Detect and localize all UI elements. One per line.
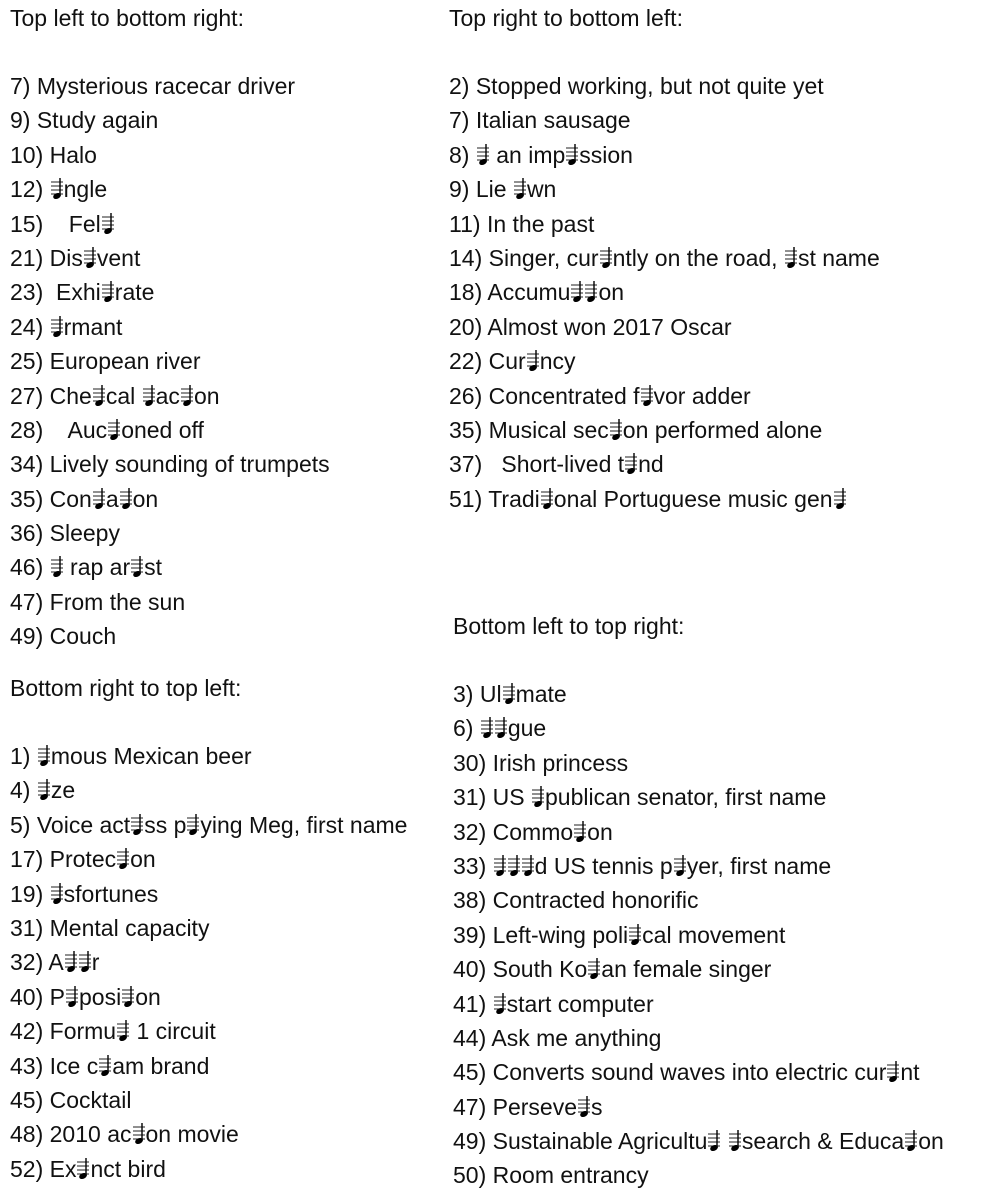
clue-text: Study again: [36, 107, 159, 134]
clue-number: 48): [10, 1121, 44, 1148]
clue-text: Ex nct bird: [49, 1155, 166, 1182]
clue-text: gue: [480, 715, 546, 741]
clue-item: [449, 344, 880, 378]
music-note-icon: [50, 315, 64, 341]
clue-number: 35): [449, 416, 483, 443]
clue-item: [453, 849, 944, 883]
clue-number: 19): [10, 880, 44, 907]
clue-number: 49): [453, 1128, 487, 1155]
clue-item: [449, 447, 880, 481]
clue-number: 15): [10, 210, 44, 237]
clue-item: [449, 413, 880, 447]
clue-text: Formu 1 circuit: [49, 1018, 216, 1045]
music-note-icon: [101, 212, 115, 238]
music-note-icon: [493, 992, 507, 1018]
clue-text: Musical sec on performed alone: [488, 416, 823, 443]
clue-item: [453, 918, 944, 952]
clue-text: Protec on: [49, 846, 156, 873]
clue-item: [10, 739, 407, 773]
clue-text: Lie wn: [475, 176, 557, 203]
clue-list: [453, 677, 944, 1193]
clue-item: [449, 275, 880, 309]
music-note-icon: [531, 785, 545, 811]
clue-number: 32): [10, 949, 44, 976]
clue-text: Contracted honorific: [492, 887, 699, 914]
clue-text: Couch: [49, 623, 117, 650]
clue-text: From the sun: [49, 588, 186, 615]
clue-item: [453, 746, 944, 780]
music-note-icon: [180, 384, 194, 410]
music-note-icon: [107, 418, 121, 444]
clue-text: Sleepy: [49, 520, 120, 547]
clue-item: [449, 103, 880, 137]
music-note-icon: [526, 349, 540, 375]
clue-number: 44): [453, 1024, 487, 1051]
clue-item: [453, 952, 944, 986]
music-note-icon: [121, 985, 135, 1011]
clue-text: Cocktail: [49, 1086, 132, 1113]
section-title: Top left to bottom right:: [10, 5, 244, 31]
clue-item: [449, 138, 880, 172]
section-top-left-to-bottom-right: [10, 1, 330, 654]
clue-text: rmant: [50, 314, 123, 340]
music-note-icon: [50, 882, 64, 908]
clue-item: [10, 310, 330, 344]
section-top-right-to-bottom-left: [449, 1, 880, 516]
clue-number: 28): [10, 416, 44, 443]
clue-number: 21): [10, 244, 44, 271]
clue-item: [10, 138, 330, 172]
clue-item: [10, 516, 330, 550]
music-note-icon: [78, 950, 92, 976]
clue-text: Con a on: [49, 485, 159, 512]
clue-number: 8): [449, 141, 470, 168]
music-note-icon: [76, 1157, 90, 1183]
clue-item: [449, 310, 880, 344]
clue-text: ngle: [50, 176, 107, 202]
clue-number: 52): [10, 1155, 44, 1182]
clue-item: [10, 1049, 407, 1083]
music-note-icon: [640, 384, 654, 410]
clue-item: [449, 482, 880, 516]
clue-item: [449, 172, 880, 206]
clue-text: Dis vent: [49, 244, 141, 271]
music-note-icon: [609, 418, 623, 444]
clue-text: P posi on: [49, 983, 161, 1010]
clue-text: Che cal ac on: [49, 382, 220, 409]
clue-text: Halo: [49, 141, 97, 168]
clue-text: Room entrancy: [492, 1162, 649, 1189]
clue-number: 34): [10, 451, 44, 478]
clue-item: [453, 711, 944, 745]
clue-list: [10, 69, 330, 654]
clue-text: ze: [37, 777, 75, 803]
clue-item: [10, 275, 330, 309]
music-note-icon: [833, 487, 847, 513]
clue-item: [453, 1158, 944, 1192]
clue-number: 35): [10, 485, 44, 512]
clue-number: 31): [10, 914, 44, 941]
clue-list: [10, 739, 407, 1186]
clue-number: 31): [453, 784, 487, 811]
clue-text: Ask me anything: [491, 1024, 662, 1051]
clue-item: [10, 1117, 407, 1151]
clue-number: 10): [10, 141, 44, 168]
music-note-icon: [83, 246, 97, 272]
clue-number: 24): [10, 313, 44, 340]
clue-text: South Ko an female singer: [492, 956, 772, 983]
clue-number: 46): [10, 554, 44, 581]
music-note-icon: [540, 487, 554, 513]
clue-number: 42): [10, 1018, 44, 1045]
music-note-icon: [628, 923, 642, 949]
clue-item: [449, 207, 880, 241]
clue-item: [453, 1124, 944, 1158]
clue-number: 7): [449, 107, 470, 134]
music-note-icon: [728, 1129, 742, 1155]
music-note-icon: [565, 143, 579, 169]
music-note-icon: [101, 280, 115, 306]
clue-item: [453, 987, 944, 1021]
music-note-icon: [50, 177, 64, 203]
music-note-icon: [92, 384, 106, 410]
clue-text: Ice c am brand: [49, 1052, 210, 1079]
clue-item: [453, 780, 944, 814]
clue-text: Short-lived t nd: [488, 451, 664, 478]
music-note-icon: [116, 847, 130, 873]
clue-item: [10, 379, 330, 413]
music-note-icon: [577, 1095, 591, 1121]
clue-item: [10, 482, 330, 516]
clue-text: Voice act ss p ying Meg, first name: [36, 811, 408, 838]
clue-item: [10, 413, 330, 447]
clue-item: [10, 241, 330, 275]
clue-text: Commo on: [492, 818, 613, 845]
clue-number: 17): [10, 846, 44, 873]
clue-item: [10, 207, 330, 241]
clue-number: 23): [10, 279, 44, 306]
music-note-icon: [37, 778, 51, 804]
clue-number: 11): [449, 210, 481, 237]
clue-item: [453, 815, 944, 849]
clue-number: 33): [453, 852, 487, 879]
section-bottom-right-to-top-left: [10, 671, 407, 1186]
music-note-icon: [130, 555, 144, 581]
clue-item: [449, 69, 880, 103]
clue-number: 47): [10, 588, 44, 615]
music-note-icon: [513, 177, 527, 203]
clue-number: 14): [449, 244, 483, 271]
clue-text: Italian sausage: [475, 107, 631, 134]
music-note-icon: [784, 246, 798, 272]
music-note-icon: [599, 246, 613, 272]
clue-number: 5): [10, 811, 31, 838]
clue-text: Ul mate: [479, 681, 567, 707]
clue-number: 49): [10, 623, 44, 650]
music-note-icon: [65, 985, 79, 1011]
music-note-icon: [132, 1122, 146, 1148]
clue-text: mous Mexican beer: [37, 743, 252, 769]
clue-number: 45): [453, 1059, 487, 1086]
clue-text: Mysterious racecar driver: [36, 73, 296, 99]
clue-text: 2010 ac on movie: [49, 1121, 239, 1148]
music-note-icon: [573, 820, 587, 846]
clue-item: [449, 241, 880, 275]
clue-number: 3): [453, 681, 474, 707]
clue-text: d US tennis p yer, first name: [493, 853, 832, 879]
music-note-icon: [587, 957, 601, 983]
clue-item: [10, 1152, 407, 1186]
clue-number: 1): [10, 743, 31, 769]
music-note-icon: [142, 384, 156, 410]
clue-item: [10, 808, 407, 842]
music-note-icon: [570, 280, 584, 306]
music-note-icon: [904, 1129, 918, 1155]
clue-text: rap ar st: [50, 554, 162, 580]
clue-number: 36): [10, 520, 44, 547]
music-note-icon: [37, 744, 51, 770]
clue-text: Lively sounding of trumpets: [49, 451, 330, 478]
clue-item: [449, 379, 880, 413]
clue-item: [10, 550, 330, 584]
clue-number: 18): [449, 279, 483, 306]
clue-number: 9): [449, 176, 470, 203]
music-note-icon: [502, 682, 516, 708]
music-note-icon: [521, 854, 535, 880]
clue-text: Mental capacity: [49, 914, 210, 941]
clue-number: 7): [10, 73, 31, 99]
section-title: Top right to bottom left:: [449, 5, 683, 31]
clue-text: Fel: [50, 211, 115, 237]
clue-number: 47): [453, 1093, 487, 1120]
clue-item: [10, 1083, 407, 1117]
music-note-icon: [624, 452, 638, 478]
clue-text: Exhi rate: [49, 279, 155, 306]
clue-number: 50): [453, 1162, 487, 1189]
music-note-icon: [186, 813, 200, 839]
clue-text: US publican senator, first name: [492, 784, 827, 811]
clue-item: [10, 1014, 407, 1048]
clue-item: [10, 911, 407, 945]
clue-number: 43): [10, 1052, 44, 1079]
clue-item: [453, 1021, 944, 1055]
clue-text: Singer, cur ntly on the road, st name: [488, 244, 880, 271]
clue-text: Cur ncy: [488, 348, 576, 375]
clue-number: 40): [10, 983, 44, 1010]
clue-text: Left-wing poli cal movement: [492, 921, 786, 948]
clue-item: [10, 172, 330, 206]
clue-text: sfortunes: [50, 881, 159, 907]
clue-number: 38): [453, 887, 487, 914]
clue-number: 39): [453, 921, 487, 948]
clue-text: Almost won 2017 Oscar: [487, 313, 732, 340]
clue-number: 2): [449, 73, 470, 99]
clue-number: 40): [453, 956, 487, 983]
clue-item: [453, 883, 944, 917]
section-title: Bottom right to top left:: [10, 675, 242, 701]
clue-item: [10, 344, 330, 378]
music-note-icon: [480, 716, 494, 742]
clue-text: European river: [49, 348, 201, 375]
clue-text: Auc oned off: [49, 416, 204, 443]
clue-text: Stopped working, but not quite yet: [475, 73, 824, 99]
clue-text: Converts sound waves into electric cur nt: [492, 1059, 920, 1086]
clue-number: 27): [10, 382, 44, 409]
clue-number: 32): [453, 818, 487, 845]
clue-item: [10, 980, 407, 1014]
clue-text: A r: [48, 949, 100, 976]
clue-text: Concentrated f vor adder: [488, 382, 751, 409]
music-note-icon: [507, 854, 521, 880]
clue-item: [10, 619, 330, 653]
clue-number: 9): [10, 107, 31, 134]
music-note-icon: [476, 143, 490, 169]
clue-item: [453, 677, 944, 711]
music-note-icon: [493, 854, 507, 880]
clue-item: [10, 773, 407, 807]
clue-text: start computer: [493, 991, 654, 1017]
clue-text: Tradi onal Portuguese music gen: [488, 486, 846, 512]
clue-text: Irish princess: [492, 749, 629, 776]
music-note-icon: [119, 487, 133, 513]
clue-number: 37): [449, 451, 483, 478]
music-note-icon: [673, 854, 687, 880]
clue-number: 25): [10, 348, 44, 375]
clue-item: [10, 585, 330, 619]
music-note-icon: [50, 555, 64, 581]
clue-item: [10, 103, 330, 137]
clue-item: [10, 945, 407, 979]
clue-number: 20): [449, 313, 483, 340]
music-note-icon: [98, 1054, 112, 1080]
music-note-icon: [116, 1019, 130, 1045]
clue-number: 4): [10, 777, 31, 804]
music-note-icon: [64, 950, 78, 976]
clue-item: [10, 447, 330, 481]
clue-number: 22): [449, 348, 483, 375]
clue-text: Accumu on: [487, 279, 625, 306]
clue-text: Perseve s: [492, 1093, 603, 1120]
clue-item: [453, 1055, 944, 1089]
music-note-icon: [494, 716, 508, 742]
clue-number: 45): [10, 1086, 44, 1113]
section-title: Bottom left to top right:: [453, 613, 685, 639]
clue-item: [10, 842, 407, 876]
clue-item: [10, 69, 330, 103]
music-note-icon: [92, 487, 106, 513]
clue-number: 6): [453, 715, 474, 742]
clue-item: [10, 877, 407, 911]
section-bottom-left-to-top-right: [453, 609, 944, 1193]
clue-list: [449, 69, 880, 516]
music-note-icon: [584, 280, 598, 306]
music-note-icon: [707, 1129, 721, 1155]
clue-number: 41): [453, 990, 487, 1017]
clue-number: 51): [449, 485, 483, 512]
clue-text: Sustainable Agricultu search & Educa on: [492, 1128, 944, 1155]
clue-text: an imp ssion: [476, 142, 633, 168]
music-note-icon: [130, 813, 144, 839]
music-note-icon: [886, 1060, 900, 1086]
clue-number: 30): [453, 749, 487, 776]
clue-text: In the past: [486, 210, 595, 237]
clue-number: 12): [10, 176, 44, 203]
clue-item: [453, 1090, 944, 1124]
clue-number: 26): [449, 382, 483, 409]
